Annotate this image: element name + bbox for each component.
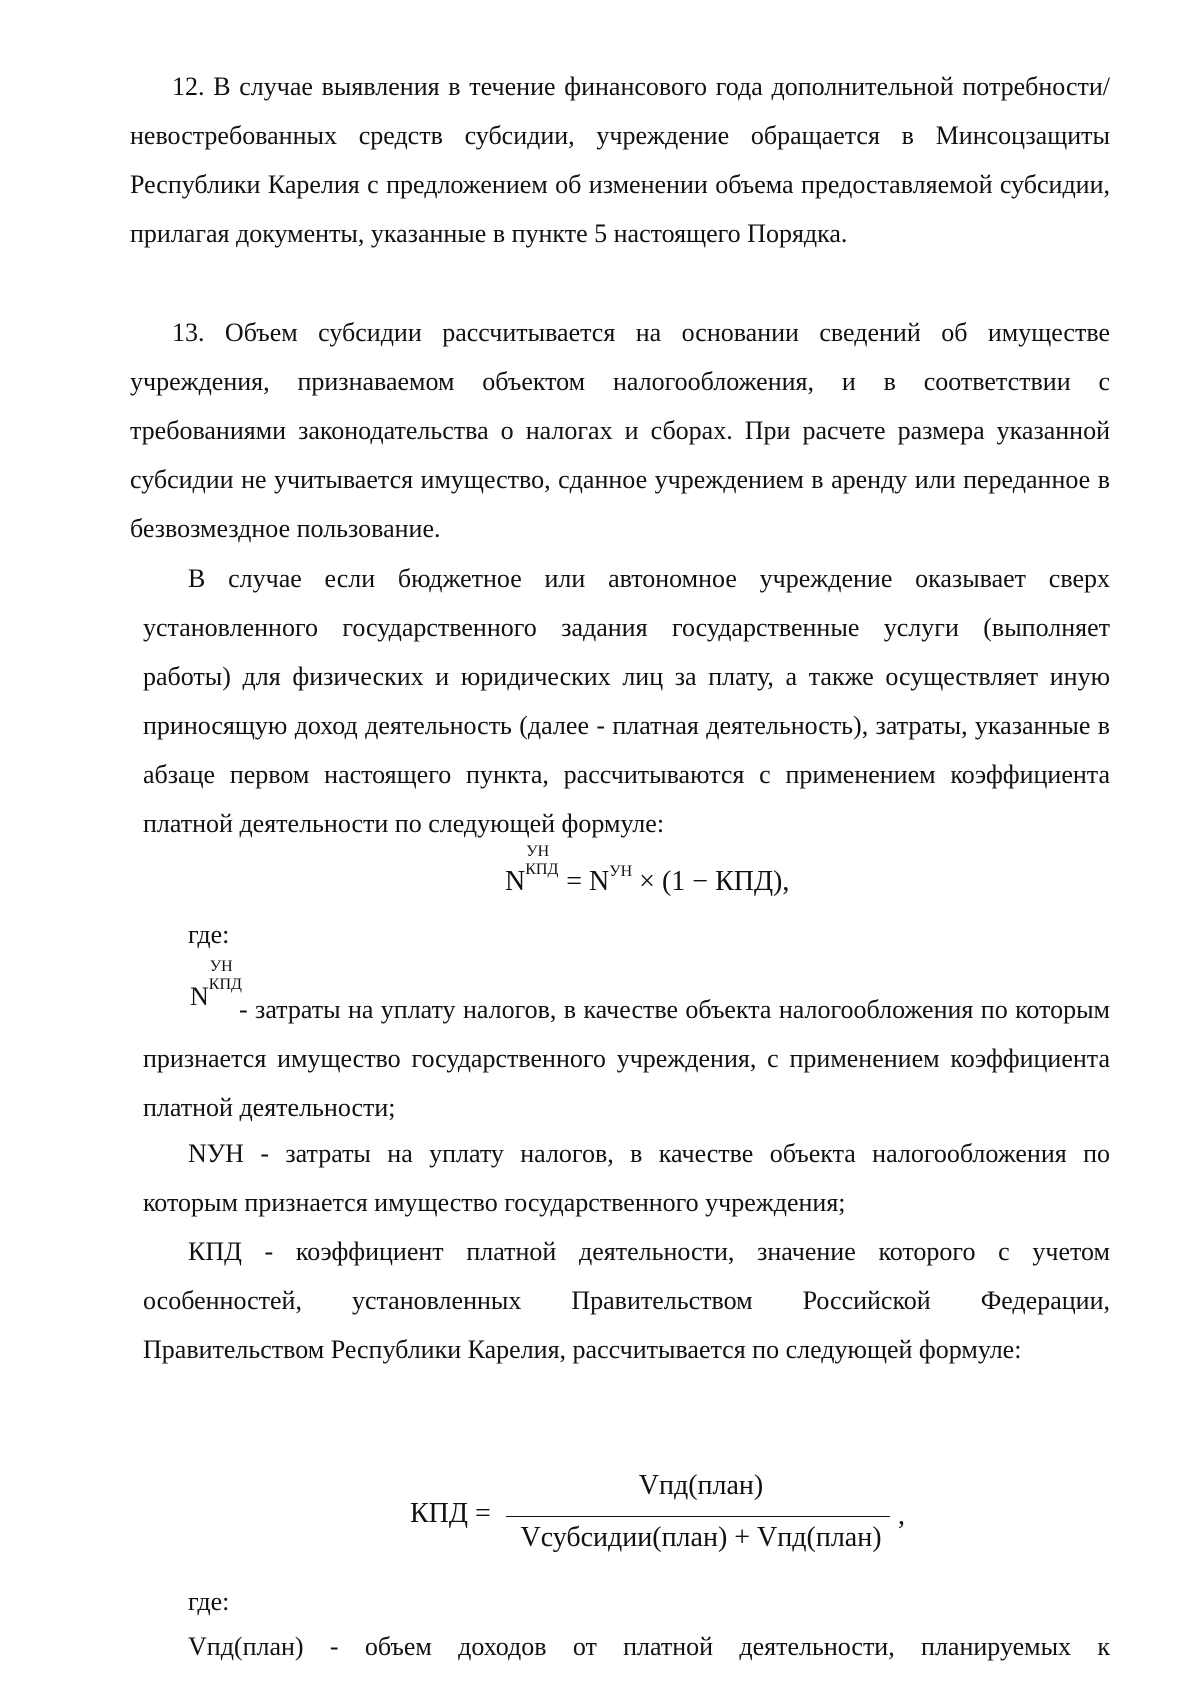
symbol-base: N	[190, 982, 209, 1011]
formula-rhs-sup: УН	[609, 863, 633, 880]
definition-kpd: КПД - коэффициент платной деятельности, значение которого с учетом особенностей, установленных Правительством Российской Федерации, Правительством Республики Карелия, рассчитывается по следующей формуле:	[143, 1237, 1110, 1364]
symbol-sub: КПД	[208, 976, 242, 993]
definition-vpd: Vпд(план) - объем доходов от платной деятельности, планируемых к	[188, 1632, 1110, 1661]
formula-kpd-numerator: Vпд(план)	[638, 1470, 764, 1501]
formula-kpd-denominator: Vсубсидии(план) + Vпд(план)	[520, 1522, 882, 1553]
fraction-bar	[506, 1516, 890, 1517]
formula-lhs-base: N	[505, 866, 526, 897]
formula-kpd-lhs: КПД =	[410, 1498, 491, 1529]
formula-lhs-sub: КПД	[525, 861, 559, 878]
formula-kpd-comma: ,	[898, 1500, 905, 1531]
formula-rhs-tail: × (1 − КПД),	[632, 866, 790, 897]
paragraph-paid-activity: В случае если бюджетное или автономное учреждение оказывает сверх установленного государственного задания государственные услуги (выполняет работы) для физических и юридических лиц за плату, а также осуществляет иную приносящую доход деятельность (далее - платная деятельность), затраты, указанные в абзаце первом настоящего пункта, рассчитываются с применением коэффициента платной деятельности по следующей формуле:	[143, 564, 1110, 838]
where-label-2: где:	[188, 1587, 230, 1616]
formula-lhs-sup: УН	[526, 843, 550, 860]
formula-n-kpd	[505, 843, 790, 898]
definition-nun: NУН - затраты на уплату налогов, в качестве объекта налогообложения по которым признается имущество государственного учреждения;	[143, 1139, 1110, 1217]
formula-rhs-base: N	[589, 866, 610, 897]
formula-equals: =	[559, 866, 590, 897]
definition-n-kpd: - затраты на уплату налогов, в качестве объекта налогообложения по которым признается имущество государственного учреждения, с применением коэффициента платной деятельности;	[143, 995, 1110, 1122]
paragraph-13: 13. Объем субсидии рассчитывается на основании сведений об имуществе учреждения, признаваемом объектом налогообложения, и в соответствии с требованиями законодательства о налогах и сборах. При расчете размера указанной субсидии не учитывается имущество, сданное учреждением в аренду или переданное в безвозмездное пользование.	[130, 318, 1110, 543]
where-label: где:	[188, 920, 230, 949]
formula-lhs-indices	[525, 843, 559, 890]
symbol-sup: УН	[209, 958, 233, 975]
paragraph-12: 12. В случае выявления в течение финансового года дополнительной потребности/невостребованных средств субсидии, учреждение обращается в Минсоцзащиты Республики Карелия с предложением об изменении объема предоставляемой субсидии, прилагая документы, указанные в пункте 5 настоящего Порядка.	[130, 72, 1110, 248]
